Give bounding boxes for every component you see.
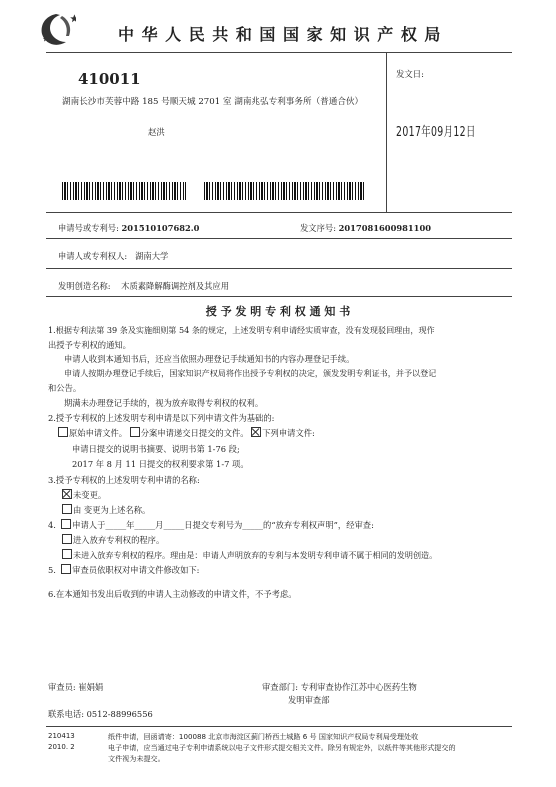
barcode-right [204,182,364,200]
app-no: 201510107682.0 [121,223,200,233]
p4-checkbox [61,519,71,529]
title-row [58,280,229,292]
footer-rule [46,726,512,727]
p1e: 和公告。 [48,383,82,393]
applicant-label: 申请人或专利权人: [58,251,128,261]
dept-a: 专利审查协作江苏中心医药生物 [300,682,417,692]
p1f: 期满未办理登记手续的，视为放弃取得专利权的权利。 [64,398,264,408]
office-name: 中 华 人 民 共 和 国 国 家 知 识 产 权 局 [118,25,442,44]
p2-opt1: 原始申请文件。 [69,428,128,438]
p4-opt1-row [62,534,164,546]
send-date-label: 发文日: [396,69,424,79]
send-date-stamp: 2017年09月12日 [396,125,476,140]
p3: 3.授予专利权的上述发明专利申请的名称: [48,475,200,485]
p1b: 出授予专利权的通知。 [48,340,131,350]
postcode: 410011 [78,70,141,88]
p3-opt2-checkbox [62,504,72,514]
p5-num: 5. [48,565,56,575]
p4-opt1: 进入放弃专利权的程序。 [73,535,165,545]
examiner: 崔娟娟 [78,682,104,692]
p4-text: 申请人于_____年_____月_____日提交专利号为_____的“放弃专利权声明”，经审查: [72,520,374,530]
footer-notice-1: 纸件申请，回函请寄：100088 北京市海淀区蓟门桥西土城路 6 号 国家知识产权局专利局受理处收 [108,732,419,741]
examiner-row [48,681,103,693]
p1d: 申请人按期办理登记手续后，国家知识产权局将作出授予专利权的决定，颁发发明专利证书，并予以登记 [64,368,437,378]
form-code: 210413 [48,732,75,740]
row-rule-3 [46,268,512,269]
p2-l1: 申请日提交的说明书摘要、说明书第 1-76 段; [72,444,240,454]
p4-num: 4. [48,520,56,530]
p4-opt1-checkbox [62,534,72,544]
title-label: 发明创造名称: [58,281,111,291]
p2-options [58,427,315,439]
dept-row [262,681,417,693]
phone: 0512-88996556 [86,709,153,719]
recipient-address: 湖南长沙市芙蓉中路 185 号顺天城 2701 室 湖南兆弘专利事务所（普通合伙） [62,97,364,107]
row-rule-2 [46,238,512,239]
phone-label: 联系电话: [48,709,84,719]
p1a: 1.根据专利法第 39 条及实施细则第 54 条的规定，上述发明专利申请经实质审查，没有发现驳回理由，现作 [48,325,435,335]
recipient-name: 赵洪 [148,127,165,137]
p3-opt1-checkbox [62,489,72,499]
form-version: 2010. 2 [48,743,75,751]
invention-title: 木质素降解酶调控剂及其应用 [121,281,230,291]
p3-opt1-row [62,489,106,501]
applicant: 湖南大学 [135,251,169,261]
examiner-label: 审查员: [48,682,76,692]
p2-opt2: 分案申请递交日提交的文件。 [140,428,249,438]
p2-opt3: 下列申请文件: [262,428,315,438]
footer-notice-2: 电子申请，应当通过电子专利申请系统以电子文件形式提交相关文件。除另有规定外，以纸件等其他形式提交的 [108,743,456,752]
phone-row [48,708,153,720]
p5-text: 审查员依职权对申请文件修改如下: [72,565,200,575]
dept-b: 发明审查部 [288,695,330,705]
doc-no: 2017081600981100 [338,223,431,233]
barcode-left [62,182,186,200]
p2-opt1-checkbox [58,427,68,437]
notice-heading: 授 予 发 明 专 利 权 通 知 书 [205,305,351,318]
p2-opt3-checkbox [251,427,261,437]
doc-no-row [300,222,431,234]
row-rule-1 [46,212,512,213]
p4-opt2: 未进入放弃专利权的程序。理由是：申请人声明放弃的专利与本发明专利申请不属于相同的发明创造。 [73,550,438,560]
p5-row [48,564,199,576]
p2-opt2-checkbox [130,427,140,437]
applicant-row [58,250,168,262]
cnipa-logo [36,12,76,50]
doc-no-label: 发文序号: [300,223,336,233]
p4-row [48,519,374,531]
app-no-label: 申请号或专利号: [58,223,119,233]
footer-notice-3: 文件视为未提交。 [108,754,165,763]
p3-opt2: 由 变更为上述名称。 [73,505,151,515]
p2-l2: 2017 年 8 月 11 日提交的权利要求第 1-7 项。 [72,459,249,469]
p4-opt2-row [62,549,437,561]
header-rule [46,52,512,53]
row-rule-4 [46,296,512,297]
p1c: 申请人收到本通知书后，还应当依照办理登记手续通知书的内容办理登记手续。 [64,354,355,364]
address-divider [386,52,387,212]
p3-opt1: 未变更。 [73,490,107,500]
p3-opt2-row [62,504,150,516]
p4-opt2-checkbox [62,549,72,559]
p6: 6.在本通知书发出后收到的申请人主动修改的申请文件，不予考虑。 [48,589,297,599]
p5-checkbox [61,564,71,574]
p2: 2.授予专利权的上述发明专利申请是以下列申请文件为基础的: [48,413,275,423]
app-no-row [58,222,199,234]
dept-label: 审查部门: [262,682,298,692]
